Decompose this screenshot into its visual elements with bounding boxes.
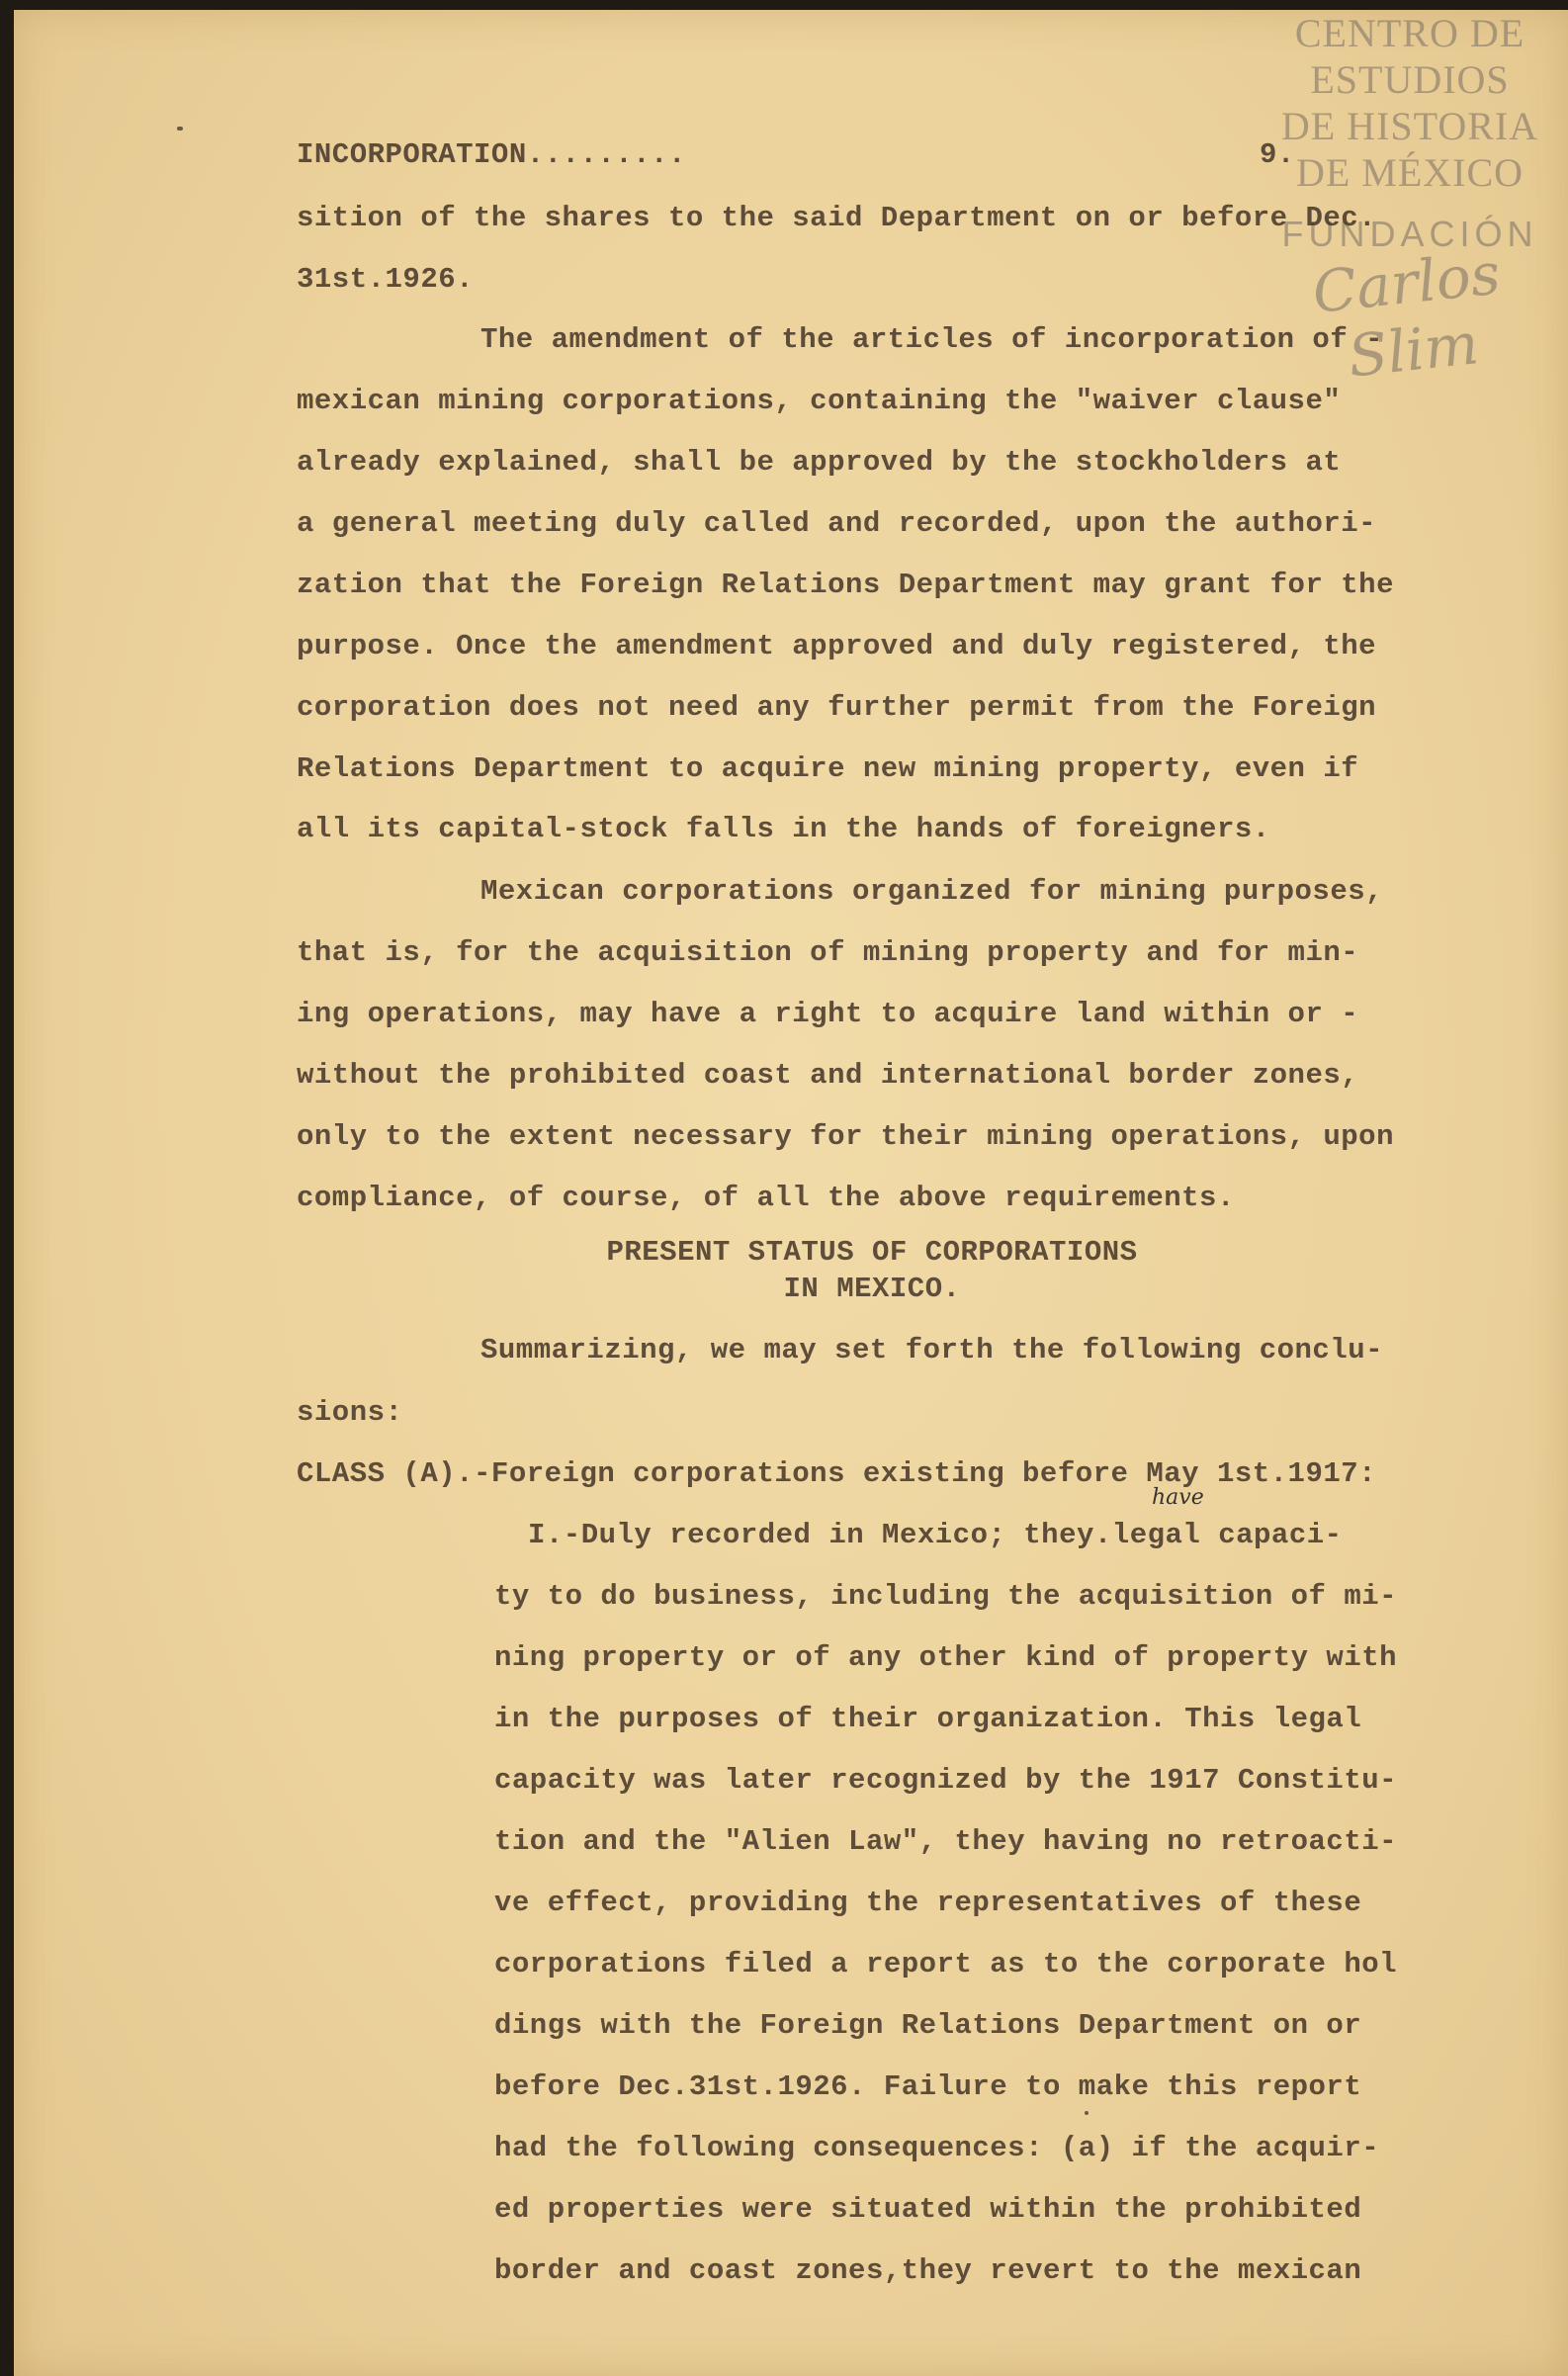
text-line: border and coast zones,they revert to the mexican bbox=[494, 2254, 1362, 2287]
text-line: purpose. Once the amendment approved and duly registered, the bbox=[297, 630, 1377, 662]
text-line: ve effect, providing the representatives of these bbox=[494, 1887, 1362, 1919]
handwritten-insert: have bbox=[1152, 1485, 1204, 1510]
watermark-line: DE HISTORIA bbox=[1280, 104, 1539, 148]
paper-speck bbox=[177, 127, 183, 131]
document-page bbox=[14, 10, 1568, 2376]
text-line: dings with the Foreign Relations Department on or bbox=[494, 2009, 1362, 2042]
text-line: 31st.1926. bbox=[297, 263, 475, 296]
text-line: a general meeting duly called and recorded, upon the authori- bbox=[297, 507, 1377, 540]
text-line: compliance, of course, of all the above requirements. bbox=[297, 1182, 1235, 1214]
text-line: Summarizing, we may set forth the following conclu- bbox=[480, 1334, 1384, 1366]
text-line: ing operations, may have a right to acquire land within or - bbox=[297, 998, 1359, 1030]
text-line: only to the extent necessary for their mining operations, upon bbox=[297, 1120, 1394, 1153]
text-line: sions: bbox=[297, 1396, 403, 1429]
section-title: IN MEXICO. bbox=[783, 1273, 961, 1305]
text-line: ning property or of any other kind of property with bbox=[494, 1641, 1398, 1674]
document-header: INCORPORATION......... bbox=[297, 138, 686, 171]
text-line: all its capital-stock falls in the hands of foreigners. bbox=[297, 813, 1270, 845]
text-line: tion and the "Alien Law", they having no retroacti- bbox=[494, 1825, 1398, 1858]
text-line: corporation does not need any further permit from the Foreign bbox=[297, 691, 1377, 724]
watermark-line: CENTRO DE bbox=[1294, 11, 1525, 55]
text-line: sition of the shares to the said Department on or before Dec. bbox=[297, 202, 1377, 234]
watermark-line: ESTUDIOS bbox=[1310, 57, 1510, 102]
paper-speck bbox=[1085, 2111, 1089, 2115]
text-line: had the following consequences: (a) if the acquir- bbox=[494, 2132, 1380, 2164]
section-title: PRESENT STATUS OF CORPORATIONS bbox=[606, 1236, 1138, 1269]
text-line: corporations filed a report as to the corporate hol bbox=[494, 1948, 1398, 1980]
text-line: before Dec.31st.1926. Failure to make this report bbox=[494, 2070, 1362, 2103]
watermark-fundacion: FUNDACIÓN bbox=[1281, 214, 1538, 254]
text-line: already explained, shall be approved by the stockholders at bbox=[297, 446, 1342, 479]
text-line: in the purposes of their organization. This legal bbox=[494, 1703, 1362, 1735]
text-line: Relations Department to acquire new mining property, even if bbox=[297, 752, 1359, 785]
text-line: zation that the Foreign Relations Department may grant for the bbox=[297, 569, 1394, 601]
text-line: ty to do business, including the acquisition of mi- bbox=[494, 1580, 1398, 1613]
page-number: 9. bbox=[1260, 138, 1295, 171]
text-line: The amendment of the articles of incorporation of - bbox=[480, 323, 1384, 356]
text-line: Mexican corporations organized for mining purposes, bbox=[480, 875, 1384, 908]
text-line: without the prohibited coast and international border zones, bbox=[297, 1059, 1359, 1092]
text-line: mexican mining corporations, containing the "waiver clause" bbox=[297, 385, 1342, 417]
class-heading: CLASS (A).-Foreign corporations existing before May 1st.1917: bbox=[297, 1457, 1377, 1490]
text-line: that is, for the acquisition of mining property and for min- bbox=[297, 936, 1359, 969]
text-line: I.-Duly recorded in Mexico; they.legal capaci- bbox=[528, 1519, 1343, 1551]
watermark-line: DE MÉXICO bbox=[1295, 150, 1524, 195]
text-line: capacity was later recognized by the 1917 Constitu- bbox=[494, 1764, 1398, 1797]
watermark-signature: Carlos Slim bbox=[1309, 239, 1504, 391]
text-line: ed properties were situated within the prohibited bbox=[494, 2193, 1362, 2226]
